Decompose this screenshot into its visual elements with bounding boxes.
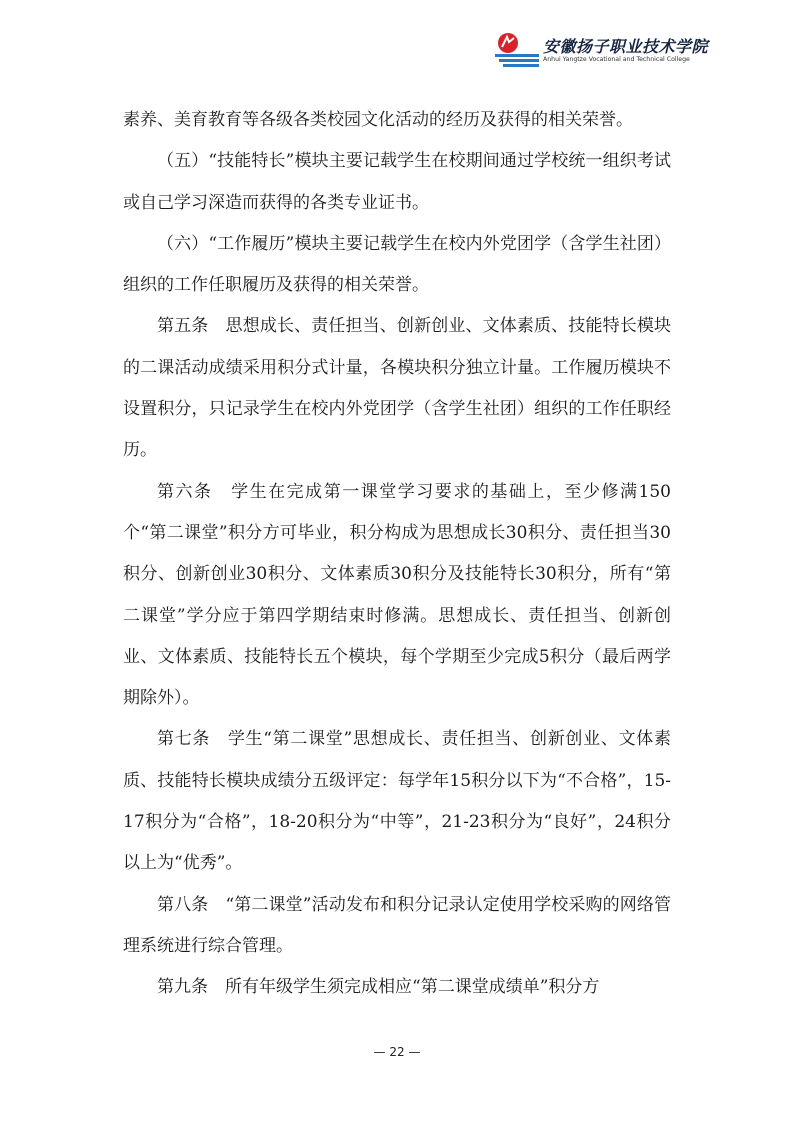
paragraph: 素养、美育教育等各级各类校园文化活动的经历及获得的相关荣誉。 bbox=[123, 110, 633, 130]
paragraph: 第六条 学生在完成第一课堂学习要求的基础上，至少修满150个“第二课堂”积分方可毕业，积分构成为思想成长30积分、责任担当30积分、创新创业30积分、文体素质30积分及技能特长30积分，所有“第二课堂”学分应于第四学期结束时修满。思想成长、责任担当、创新创业、文体素质、技能特长五个模块，每个学期至少完成5积分（最后两学期除外）。 bbox=[123, 481, 671, 709]
paragraph: 第八条 “第二课堂”活动发布和积分记录认定使用学校采购的网络管理系统进行综合管理。 bbox=[123, 894, 671, 956]
paragraph: 第九条 所有年级学生须完成相应“第二课堂成绩单”积分方 bbox=[157, 977, 600, 998]
college-logo-icon bbox=[493, 30, 539, 70]
school-name-en: Anhui Yangtze Vocational and Technical College bbox=[543, 56, 690, 63]
page-number: — 22 — bbox=[373, 1045, 421, 1059]
header-logo bbox=[493, 30, 709, 74]
paragraph: （五）“技能特长”模块主要记载学生在校期间通过学校统一组织考试或自己学习深造而获得的各类专业证书。 bbox=[123, 151, 671, 213]
paragraph: 第五条 思想成长、责任担当、创新创业、文体素质、技能特长模块的二课活动成绩采用积分式计量，各模块积分独立计量。工作履历模块不设置积分，只记录学生在校内外党团学（含学生社团）组织的工作任职经历。 bbox=[123, 316, 671, 461]
paragraph: 第七条 学生“第二课堂”思想成长、责任担当、创新创业、文体素质、技能特长模块成绩分五级评定：每学年15积分以下为“不合格”，15-17积分为“合格”，18-20积分为“中等”，21-23积分为“良好”，24积分以上为“优秀”。 bbox=[123, 729, 671, 874]
document-body bbox=[123, 100, 671, 1009]
paragraph: （六）“工作履历”模块主要记载学生在校内外党团学（含学生社团）组织的工作任职履历及获得的相关荣誉。 bbox=[123, 233, 671, 296]
school-name-cn: 安徽扬子职业技术学院 bbox=[543, 37, 709, 56]
